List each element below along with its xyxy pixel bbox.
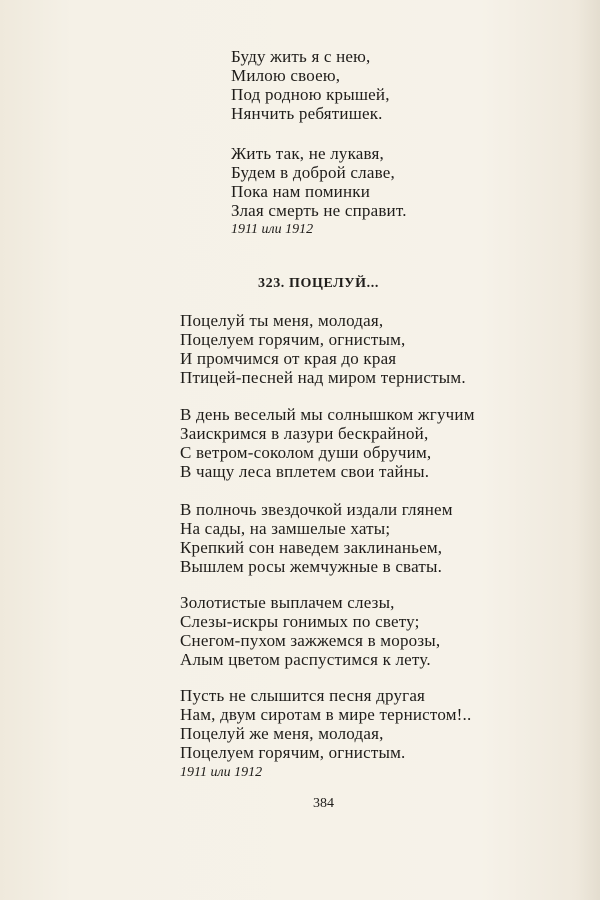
poem-stanza-2 — [180, 405, 475, 481]
verse-line: В полночь звездочкой издали глянем — [180, 500, 453, 519]
verse-line: Поцелуем горячим, огнистым, — [180, 330, 406, 349]
verse-line: Слезы-искры гонимых по свету; — [180, 612, 420, 631]
page-number: 384 — [313, 796, 334, 811]
poem-date: 1911 или 1912 — [180, 765, 263, 780]
poem-stanza-3 — [180, 500, 453, 576]
verse-line: В день веселый мы солнышком жгучим — [180, 405, 475, 424]
poem-title: 323. ПОЦЕЛУЙ... — [258, 276, 379, 291]
verse-line: Милою своею, — [231, 66, 341, 85]
verse-line: Нянчить ребятишек. — [231, 104, 383, 123]
verse-line: Жить так, не лукавя, — [231, 144, 384, 163]
verse-line: Алым цветом распустимся к лету. — [180, 650, 431, 669]
verse-line: Под родною крышей, — [231, 85, 390, 104]
verse-line: Поцелуй же меня, молодая, — [180, 724, 384, 743]
verse-line: Пусть не слышится песня другая — [180, 686, 426, 705]
verse-line: Буду жить я с нею, — [231, 47, 371, 66]
verse-line: С ветром-соколом души обручим, — [180, 443, 432, 462]
prev-poem-stanza-2 — [231, 144, 407, 220]
verse-line: Заискримся в лазури бескрайной, — [180, 424, 429, 443]
verse-line: Снегом-пухом зажжемся в морозы, — [180, 631, 441, 650]
poem-stanza-4 — [180, 593, 440, 669]
verse-line: На сады, на замшелые хаты; — [180, 519, 391, 538]
verse-line: Вышлем росы жемчужные в сваты. — [180, 557, 443, 576]
poem-stanza-5 — [180, 686, 471, 762]
verse-line: В чащу леса вплетем свои тайны. — [180, 462, 430, 481]
verse-line: Злая смерть не справит. — [231, 201, 407, 220]
verse-line: Поцелуй ты меня, молодая, — [180, 311, 384, 330]
prev-poem-date: 1911 или 1912 — [231, 222, 314, 237]
poem-stanza-1 — [180, 311, 466, 387]
verse-line: И промчимся от края до края — [180, 349, 397, 368]
prev-poem-stanza-1 — [231, 47, 390, 123]
verse-line: Птицей-песней над миром тернистым. — [180, 368, 466, 387]
verse-line: Поцелуем горячим, огнистым. — [180, 743, 406, 762]
verse-line: Будем в доброй славе, — [231, 163, 395, 182]
verse-line: Крепкий сон наведем заклинаньем, — [180, 538, 443, 557]
verse-line: Нам, двум сиротам в мире тернистом!.. — [180, 705, 472, 724]
verse-line: Золотистые выплачем слезы, — [180, 593, 395, 612]
verse-line: Пока нам поминки — [231, 182, 371, 201]
